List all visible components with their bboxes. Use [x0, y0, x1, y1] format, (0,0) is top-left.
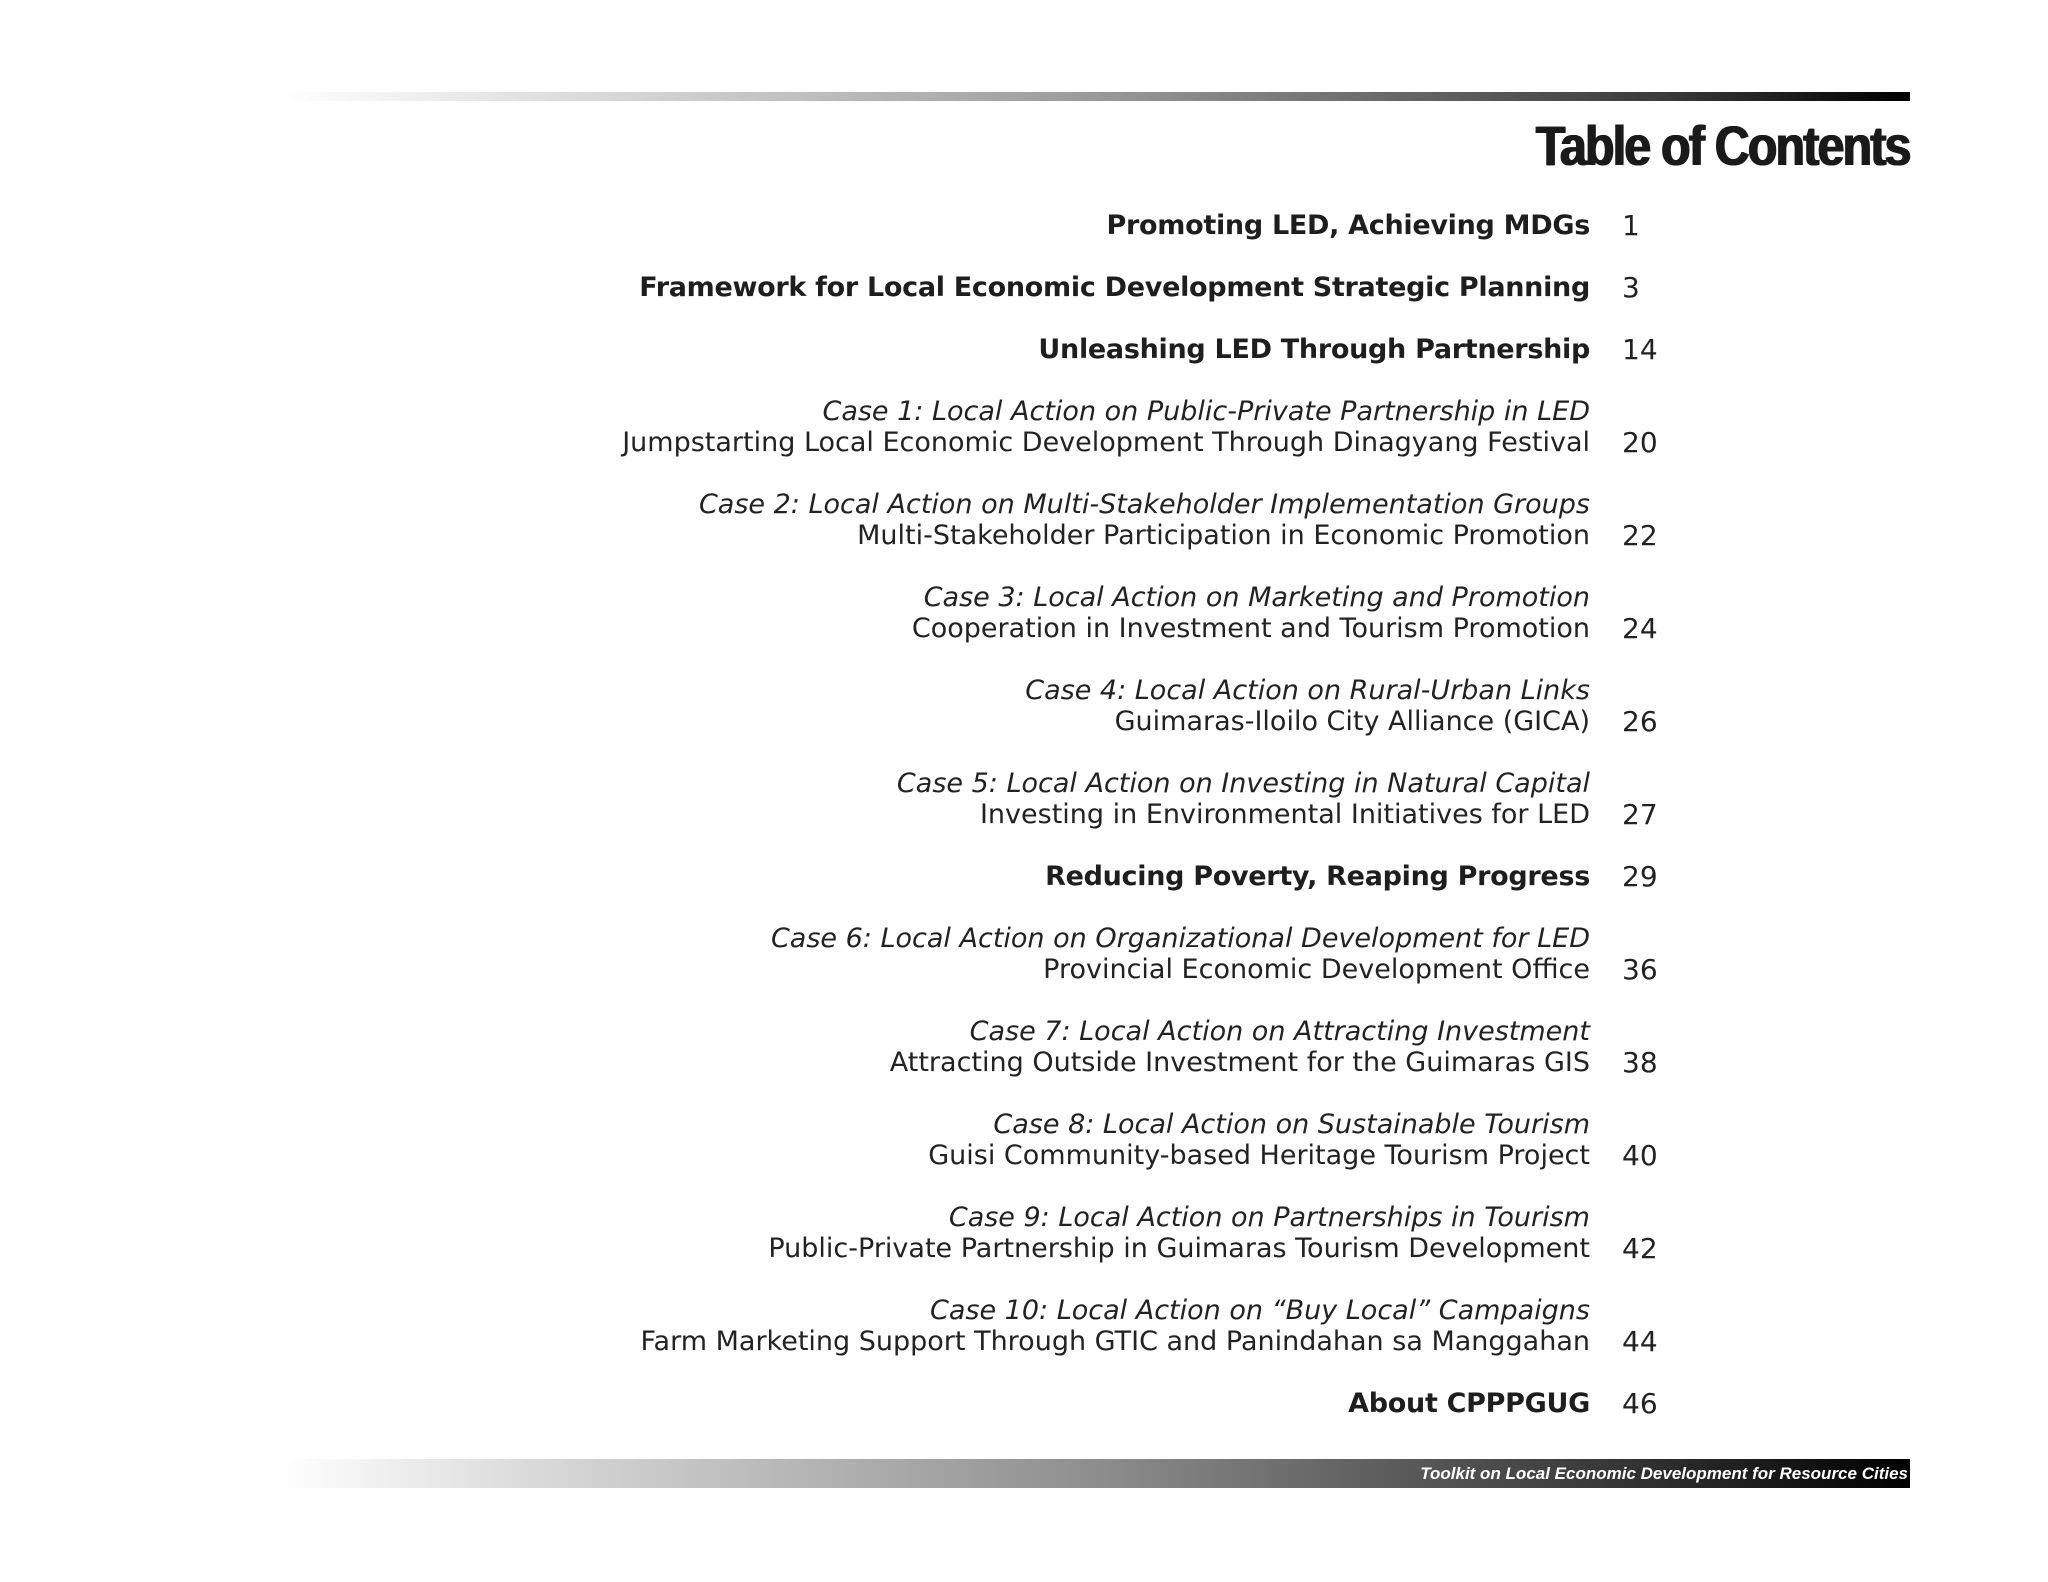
case-subtitle: Guisi Community-based Heritage Tourism Project [928, 1140, 1590, 1171]
case-subtitle: Investing in Environmental Initiatives for LED [979, 799, 1590, 830]
toc-page-number: 44 [1622, 1325, 1658, 1358]
toc-page-number: 36 [1622, 953, 1658, 986]
toc-entry-case[interactable] [897, 768, 1590, 830]
toc-entry-case[interactable] [1025, 675, 1590, 737]
toc-page-number: 3 [1622, 271, 1640, 304]
case-subtitle: Provincial Economic Development Office [1043, 954, 1590, 985]
toc-entry-section[interactable]: About CPPPGUG [1348, 1388, 1590, 1419]
toc-entry-case[interactable] [641, 1295, 1591, 1357]
toc-page-number: 42 [1622, 1232, 1658, 1265]
toc-page-number: 1 [1622, 209, 1640, 242]
toc-entry-case[interactable] [890, 1016, 1590, 1078]
case-subtitle: Jumpstarting Local Economic Development Through Dinagyang Festival [622, 427, 1590, 458]
toc-page-number: 20 [1622, 426, 1658, 459]
case-subtitle: Cooperation in Investment and Tourism Promotion [911, 613, 1590, 644]
toc-entry-case[interactable] [699, 489, 1590, 551]
case-subtitle: Farm Marketing Support Through GTIC and Panindahan sa Manggahan [640, 1326, 1590, 1357]
case-heading: Case 3: Local Action on Marketing and Promotion [923, 582, 1590, 613]
toc-entry-section[interactable]: Framework for Local Economic Development Strategic Planning [639, 272, 1590, 303]
toc-page-number: 24 [1622, 612, 1658, 645]
case-heading: Case 10: Local Action on “Buy Local” Campaigns [930, 1295, 1590, 1326]
toc-page-number: 40 [1622, 1139, 1658, 1172]
case-heading: Case 4: Local Action on Rural-Urban Links [1025, 675, 1590, 706]
toc-entry-case[interactable] [771, 923, 1590, 985]
toc-entry-case[interactable] [928, 1109, 1590, 1171]
case-subtitle: Public-Private Partnership in Guimaras Tourism Development [768, 1233, 1590, 1264]
toc-entry-case[interactable] [622, 396, 1590, 458]
toc-page-number: 38 [1622, 1046, 1658, 1079]
toc-entry-section[interactable]: Promoting LED, Achieving MDGs [1106, 210, 1590, 241]
toc-page-number: 22 [1622, 519, 1658, 552]
toc-entry-section[interactable]: Unleashing LED Through Partnership [1038, 334, 1590, 365]
case-heading: Case 1: Local Action on Public-Private Partnership in LED [822, 396, 1590, 427]
footer-gradient-bar [278, 1459, 1910, 1488]
toc-entry-case[interactable] [912, 582, 1590, 644]
case-subtitle: Attracting Outside Investment for the Guimaras GIS [889, 1047, 1590, 1078]
case-heading: Case 8: Local Action on Sustainable Tourism [993, 1109, 1590, 1140]
toc-page-number: 26 [1622, 705, 1658, 738]
footer-title: Toolkit on Local Economic Development for Resource Cities [1420, 1464, 1908, 1483]
case-heading: Case 9: Local Action on Partnerships in Tourism [948, 1202, 1590, 1233]
toc-page-number: 29 [1622, 860, 1658, 893]
case-subtitle: Guimaras-Iloilo City Alliance (GICA) [1114, 706, 1590, 737]
toc-page-number: 46 [1622, 1387, 1658, 1420]
toc-entry-case[interactable] [768, 1202, 1590, 1264]
case-heading: Case 2: Local Action on Multi-Stakeholder Implementation Groups [698, 489, 1590, 520]
page-title: Table of Contents [1536, 114, 1910, 177]
case-subtitle: Multi-Stakeholder Participation in Economic Promotion [857, 520, 1590, 551]
toc-page-number: 27 [1622, 798, 1658, 831]
toc-page-number: 14 [1622, 333, 1658, 366]
case-heading: Case 5: Local Action on Investing in Natural Capital [896, 768, 1590, 799]
case-heading: Case 7: Local Action on Attracting Investment [969, 1016, 1590, 1047]
toc-entry-section[interactable]: Reducing Poverty, Reaping Progress [1045, 861, 1590, 892]
case-heading: Case 6: Local Action on Organizational Development for LED [770, 923, 1590, 954]
